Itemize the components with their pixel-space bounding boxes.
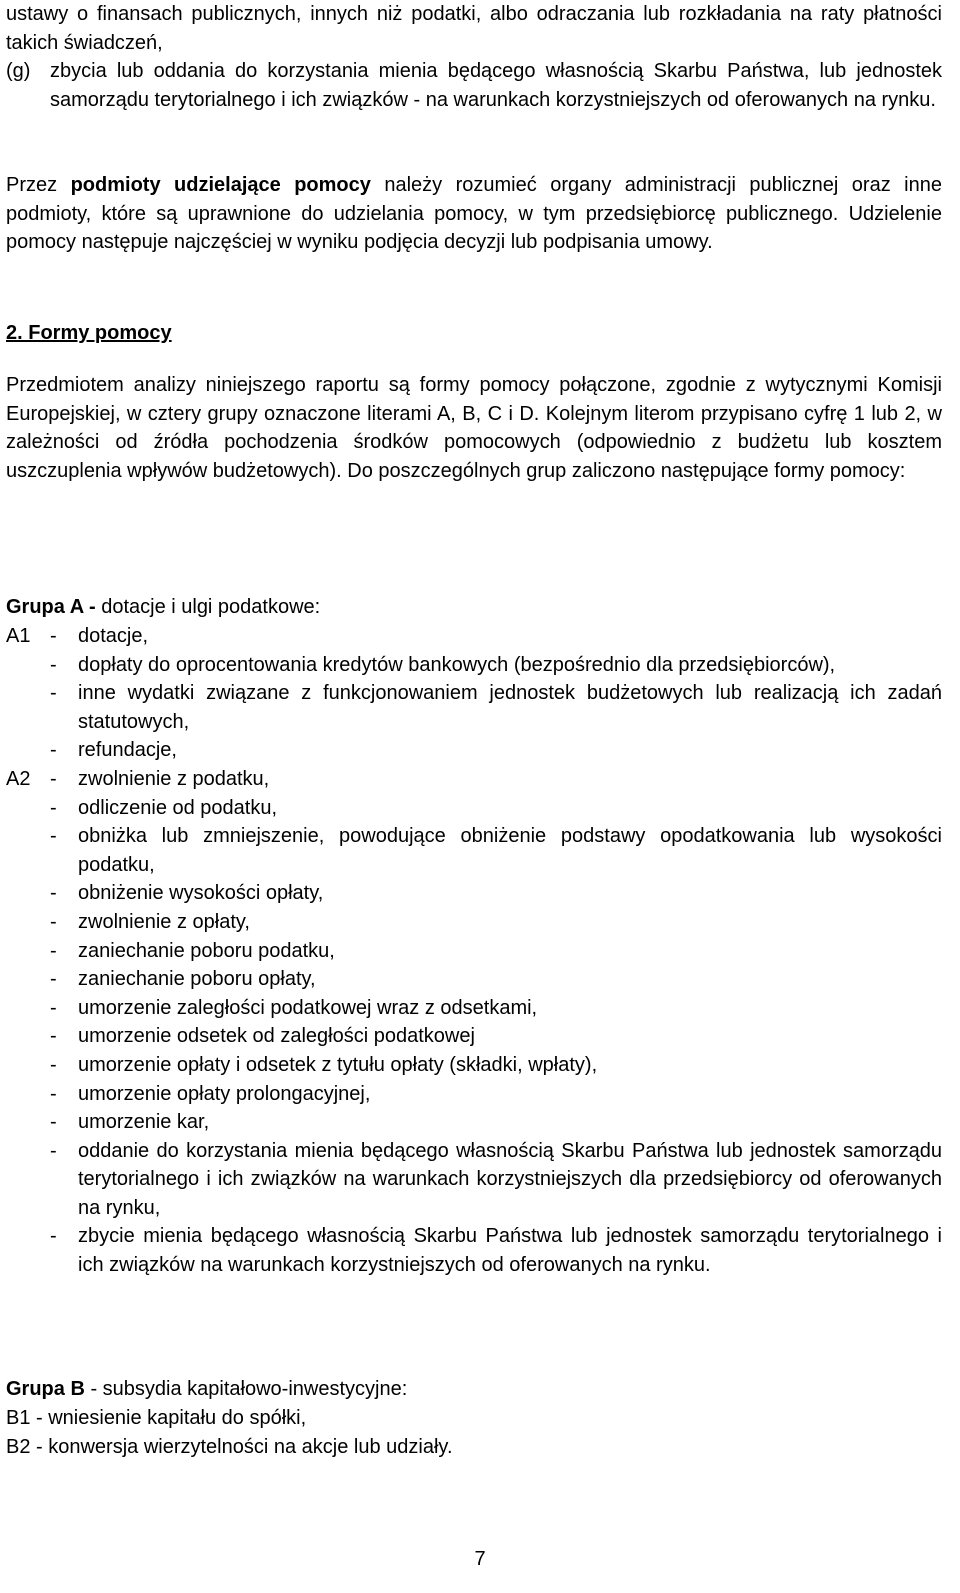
list-bullet: - (50, 1082, 57, 1105)
group-b-item: B1 - wniesienie kapitału do spółki, (6, 1407, 307, 1429)
list-item-text: zwolnienie z podatku, (78, 767, 270, 790)
list-bullet: - (50, 625, 57, 647)
group-b-title (6, 1375, 407, 1404)
list-item-label: A1 (6, 625, 31, 647)
list-item-text: zaniechanie poboru opłaty, (78, 968, 316, 991)
list-item (6, 1222, 942, 1279)
list-bullet: - (50, 1025, 57, 1048)
list-bullet: - (50, 796, 57, 819)
list-item-text: umorzenie zaległości podatkowej wraz z odsetkami, (78, 996, 538, 1019)
list-item-text: oddanie do korzystania mienia będącego własnością Skarbu Państwa lub jednostek samorządu terytorialnego i ich związków na warunkach korzystniejszych dla przedsiębiorcy od oferowanych na rynku, (78, 1139, 942, 1219)
list-item (6, 994, 942, 1023)
list-item-text: odliczenie od podatku, (78, 796, 278, 819)
list-item-text: dopłaty do oprocentowania kredytów bankowych (bezpośrednio dla przedsiębiorców), (78, 653, 836, 676)
list-bullet: - (50, 653, 57, 676)
fragment-top: ustawy o finansach publicznych, innych niż podatki, albo odraczania lub rozkładania na raty płatności takich świadczeń, (6, 3, 942, 54)
list-item (6, 879, 942, 908)
list-bullet: - (50, 1225, 57, 1248)
list-item (6, 1080, 942, 1109)
list-item-text: obniżenie wysokości opłaty, (78, 882, 324, 905)
list-bullet: - (50, 939, 57, 962)
list-bullet: - (50, 968, 57, 991)
list-item (6, 651, 942, 680)
group-a-title-bold: Grupa A - (6, 596, 96, 618)
list-item (6, 1137, 942, 1223)
list-item (6, 1022, 942, 1051)
list-item-text: dotacje, (78, 625, 149, 647)
list-bullet: - (50, 1111, 57, 1134)
list-item (6, 1108, 942, 1137)
list-item-text: zbycia lub oddania do korzystania mienia będącego własnością Skarbu Państwa, lub jednostek samorządu terytorialnego i ich związków - na warunkach korzystniejszych od oferowanych na rynku. (50, 60, 942, 111)
list-item-text: umorzenie odsetek od zaległości podatkowej (78, 1025, 475, 1048)
list-item-text: obniżka lub zmniejszenie, powodujące obniżenie podstawy opodatkowania lub wysokości podatku, (78, 825, 942, 876)
list-item (6, 765, 942, 794)
list-item-text: zwolnienie z opłaty, (78, 910, 250, 933)
group-b-title-rest: - subsydia kapitałowo-inwestycyjne: (84, 1378, 408, 1400)
list-item (6, 794, 942, 823)
definition-pre: Przez (6, 174, 71, 196)
list-bullet: - (50, 682, 57, 705)
section-heading: 2. Formy pomocy (6, 322, 172, 344)
list-item (6, 1051, 942, 1080)
page-number: 7 (474, 1548, 486, 1570)
list-item (6, 679, 942, 736)
group-a-title-rest: dotacje i ulgi podatkowe: (95, 596, 321, 618)
list-bullet: - (50, 767, 57, 790)
list-item (6, 937, 942, 966)
definition-paragraph (6, 171, 942, 257)
definition-term: podmioty udzielające pomocy (70, 174, 371, 196)
list-item (6, 622, 942, 651)
list-item-text: refundacje, (78, 739, 177, 762)
list-item-label: A2 (6, 767, 31, 790)
list-bullet: - (50, 1053, 57, 1076)
list-bullet: - (50, 910, 57, 933)
group-b-item: B2 - konwersja wierzytelności na akcje lub udziały. (6, 1436, 453, 1458)
list-item-text: inne wydatki związane z funkcjonowaniem jednostek budżetowych lub realizacją ich zadań statutowych, (78, 682, 942, 733)
list-item (6, 736, 942, 765)
list-bullet: - (50, 739, 57, 762)
list-bullet: - (50, 1139, 57, 1162)
list-bullet: - (50, 825, 57, 848)
list-item-text: umorzenie opłaty prolongacyjnej, (78, 1082, 371, 1105)
list-item-text: umorzenie kar, (78, 1111, 210, 1134)
list-item (6, 908, 942, 937)
list-bullet: - (50, 882, 57, 905)
list-item (6, 822, 942, 879)
definition-post: należy rozumieć organy administracji publicznej oraz inne podmioty, które są uprawnione do udzielania pomocy, w tym przedsiębiorcę publicznego. Udzielenie pomocy następuje najczęściej w wyniku podjęcia decyzji lub podpisania umowy. (6, 174, 942, 254)
list-item-label: (g) (6, 60, 31, 82)
list-item-text: umorzenie opłaty i odsetek z tytułu opłaty (składki, wpłaty), (78, 1053, 598, 1076)
group-a-list (6, 622, 942, 1280)
list-bullet: - (50, 996, 57, 1019)
list-item-text: zbycie mienia będącego własnością Skarbu Państwa lub jednostek samorządu terytorialnego i ich związków na warunkach korzystniejszych od oferowanych na rynku. (78, 1225, 942, 1277)
group-a-title (6, 593, 320, 622)
list-item (6, 965, 942, 994)
list-item-g (6, 57, 942, 114)
list-item-text: zaniechanie poboru podatku, (78, 939, 335, 962)
section-paragraph: Przedmiotem analizy niniejszego raportu są formy pomocy połączone, zgodnie z wytycznymi Komisji Europejskiej, w cztery grupy oznaczone literami A, B, C i D. Kolejnym literom przypisano cyfrę 1 lub 2, w zależności od źródła pochodzenia środków pomocowych (odpowiednio z budżetu lub kosztem uszczuplenia wpływów budżetowych). Do poszczególnych grup zaliczono następujące formy pomocy: (6, 374, 942, 482)
group-b-title-bold: Grupa B (6, 1378, 85, 1400)
